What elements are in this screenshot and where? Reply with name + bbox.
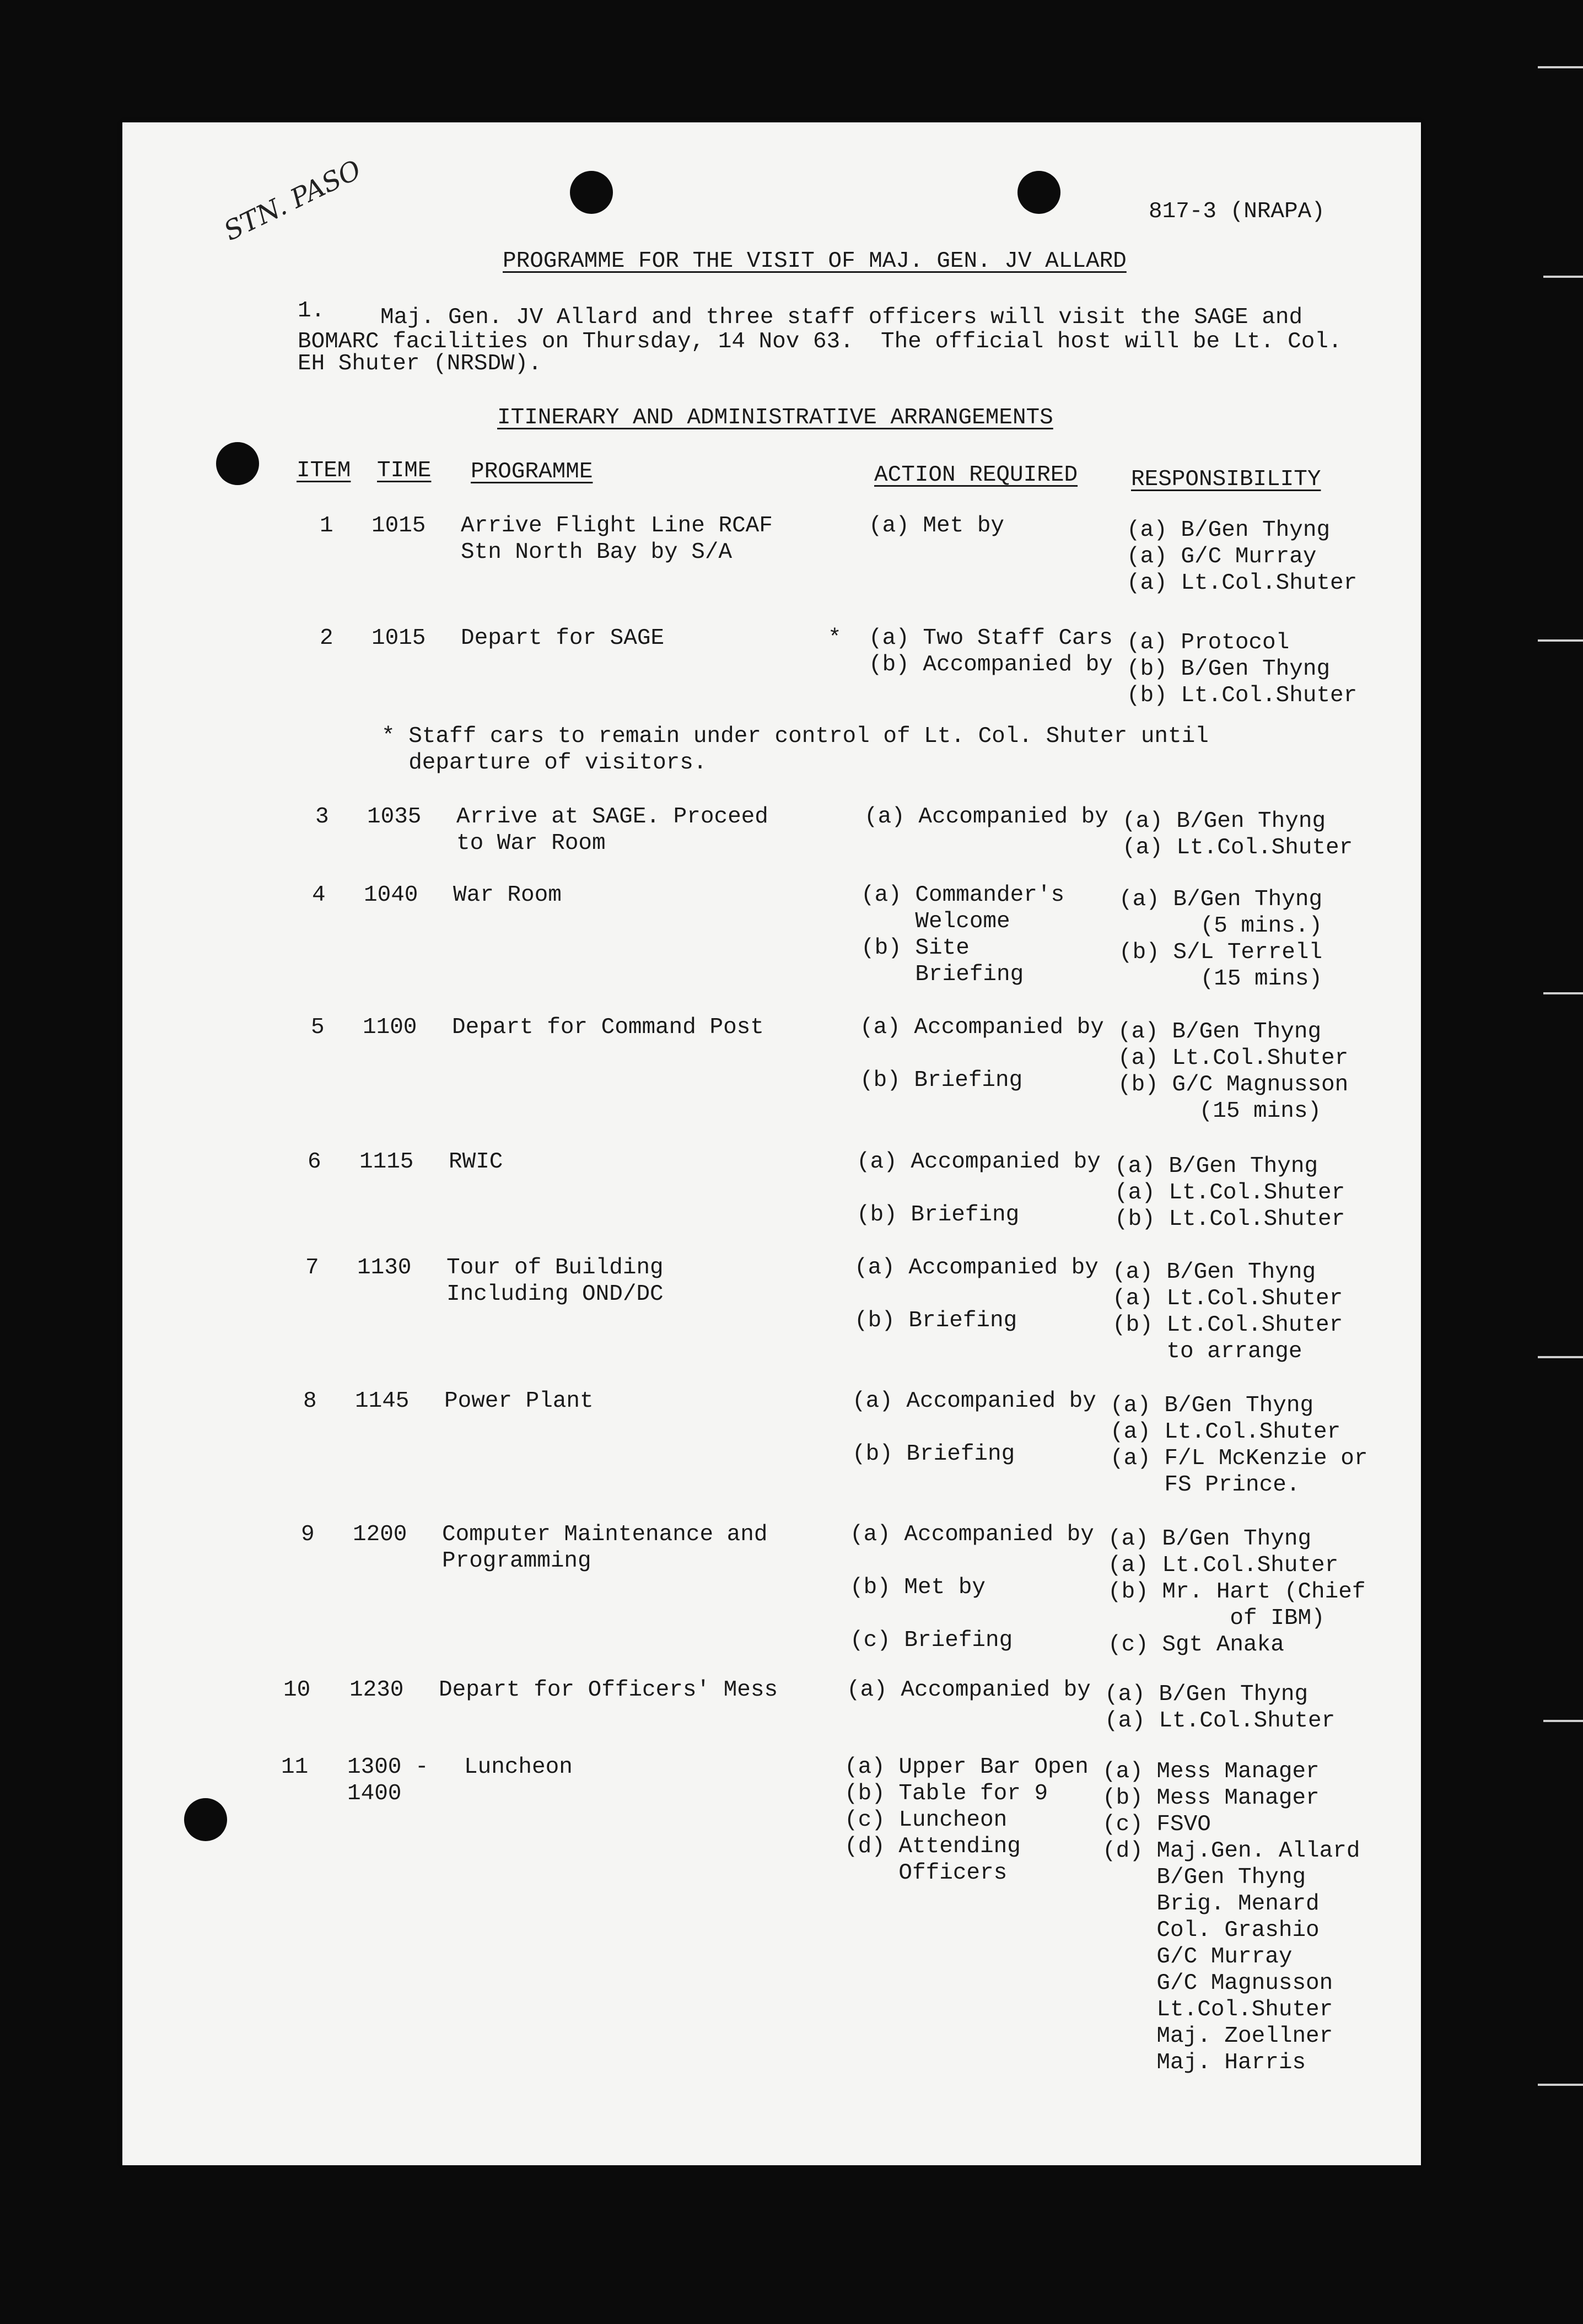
action-line: (a) Accompanied by: [854, 1255, 1099, 1281]
column-header-time: TIME: [377, 458, 432, 483]
film-edge-mark: [1538, 2084, 1583, 2086]
footnote-marker: *: [828, 626, 842, 651]
intro-line-2: BOMARC facilities on Thursday, 14 Nov 63. The official host will be Lt. Col.: [298, 329, 1342, 354]
intro-number: 1.: [298, 298, 325, 324]
responsibility-line: (a) B/Gen Thyng: [1108, 1526, 1312, 1552]
item-time: 1035: [367, 804, 422, 830]
responsibility-line: (b) B/Gen Thyng: [1127, 657, 1331, 682]
programme-line: Power Plant: [444, 1389, 594, 1414]
responsibility-line: (a) Lt.Col.Shuter: [1110, 1419, 1341, 1445]
item-time: 1200: [353, 1522, 407, 1547]
responsibility-line: (a) Lt.Col.Shuter: [1127, 571, 1358, 596]
programme-line: to War Room: [456, 831, 606, 856]
responsibility-line: (a) B/Gen Thyng: [1105, 1682, 1309, 1707]
item-time: 1145: [355, 1389, 410, 1414]
action-line: (c) Briefing: [850, 1628, 1013, 1653]
responsibility-line: G/C Magnusson: [1102, 1971, 1333, 1996]
action-line: (b) Briefing: [860, 1068, 1023, 1093]
action-line: (a) Two Staff Cars: [869, 626, 1113, 651]
responsibility-line: (a) B/Gen Thyng: [1112, 1260, 1316, 1285]
programme-line: Depart for SAGE: [461, 626, 665, 651]
item-time-end: 1400: [347, 1781, 402, 1806]
responsibility-line: (a) B/Gen Thyng: [1119, 887, 1323, 912]
responsibility-line: G/C Murray: [1102, 1944, 1293, 1970]
action-line: Briefing: [861, 962, 1024, 987]
responsibility-line: (a) Lt.Col.Shuter: [1122, 835, 1353, 860]
responsibility-line: (c) FSVO: [1102, 1812, 1211, 1837]
responsibility-line: (a) B/Gen Thyng: [1127, 518, 1331, 543]
programme-line: Computer Maintenance and: [442, 1522, 768, 1547]
responsibility-line: (a) Protocol: [1127, 630, 1290, 655]
item-time: 1230: [349, 1677, 404, 1703]
responsibility-line: Brig. Menard: [1102, 1891, 1320, 1917]
item-number: 1: [320, 513, 333, 539]
item-number: 9: [301, 1522, 315, 1547]
section-subtitle: ITINERARY AND ADMINISTRATIVE ARRANGEMENTS: [497, 405, 1053, 431]
column-header-programme: PROGRAMME: [471, 459, 593, 485]
responsibility-line: (a) F/L McKenzie or: [1110, 1446, 1368, 1471]
file-reference: 817-3 (NRAPA): [1149, 199, 1325, 224]
action-line: (d) Attending: [844, 1834, 1021, 1859]
programme-line: Arrive at SAGE. Proceed: [456, 804, 768, 830]
programme-line: Luncheon: [464, 1755, 573, 1780]
action-line: (a) Accompanied by: [860, 1015, 1104, 1040]
film-edge-mark: [1543, 1720, 1583, 1722]
action-line: (b) Briefing: [852, 1441, 1015, 1467]
action-line: (b) Accompanied by: [869, 652, 1113, 677]
responsibility-line: (b) S/L Terrell: [1119, 940, 1323, 965]
programme-line: Arrive Flight Line RCAF: [461, 513, 773, 539]
item-number: 5: [311, 1015, 325, 1040]
responsibility-line: (a) Lt.Col.Shuter: [1112, 1286, 1343, 1311]
responsibility-line: (15 mins): [1118, 1099, 1322, 1124]
column-header-item: ITEM: [297, 458, 351, 483]
action-line: (b) Table for 9: [844, 1781, 1048, 1806]
responsibility-line: (a) G/C Murray: [1127, 544, 1317, 569]
action-line: (a) Accompanied by: [852, 1389, 1096, 1414]
responsibility-line: (a) Mess Manager: [1102, 1759, 1320, 1784]
responsibility-line: Maj. Zoellner: [1102, 2024, 1333, 2049]
responsibility-line: of IBM): [1108, 1606, 1325, 1631]
responsibility-line: (b) Mr. Hart (Chief: [1108, 1579, 1366, 1605]
item-time: 1015: [371, 626, 426, 651]
item-number: 11: [281, 1755, 309, 1780]
action-line: (b) Site: [861, 935, 970, 961]
item-time: 1015: [371, 513, 426, 539]
item-number: 6: [308, 1149, 321, 1175]
item-number: 10: [283, 1677, 311, 1703]
punch-hole-top-left: [570, 171, 613, 214]
programme-line: Stn North Bay by S/A: [461, 540, 733, 565]
responsibility-line: (5 mins.): [1119, 913, 1323, 939]
responsibility-line: (a) Lt.Col.Shuter: [1105, 1708, 1336, 1734]
responsibility-line: (a) Lt.Col.Shuter: [1108, 1553, 1339, 1578]
responsibility-line: (15 mins): [1119, 966, 1323, 992]
responsibility-line: (a) B/Gen Thyng: [1122, 809, 1326, 834]
column-header-action: ACTION REQUIRED: [874, 462, 1078, 488]
responsibility-line: (a) B/Gen Thyng: [1114, 1154, 1318, 1179]
document-title: PROGRAMME FOR THE VISIT OF MAJ. GEN. JV ALLARD: [503, 249, 1127, 274]
action-line: (a) Accompanied by: [857, 1149, 1101, 1175]
film-edge-mark: [1538, 1356, 1583, 1358]
intro-line-1: Maj. Gen. JV Allard and three staff officers will visit the SAGE and: [380, 305, 1303, 330]
intro-line-3: EH Shuter (NRSDW).: [298, 351, 542, 376]
action-line: (a) Upper Bar Open: [844, 1755, 1089, 1780]
responsibility-line: Maj. Harris: [1102, 2050, 1306, 2075]
responsibility-line: to arrange: [1112, 1339, 1302, 1364]
action-line: (a) Accompanied by: [850, 1522, 1094, 1547]
column-header-responsibility: RESPONSIBILITY: [1131, 467, 1321, 492]
responsibility-line: (c) Sgt Anaka: [1108, 1632, 1284, 1658]
responsibility-line: (b) Lt.Col.Shuter: [1112, 1312, 1343, 1338]
programme-line: Depart for Command Post: [452, 1015, 764, 1040]
punch-hole-left-lower: [184, 1798, 227, 1841]
responsibility-line: (b) Lt.Col.Shuter: [1114, 1207, 1345, 1232]
action-line: (a) Commander's: [861, 883, 1065, 908]
responsibility-line: Col. Grashio: [1102, 1918, 1320, 1943]
handwritten-note: STN. PASO: [219, 154, 366, 247]
responsibility-line: (b) G/C Magnusson: [1118, 1072, 1349, 1098]
responsibility-line: Lt.Col.Shuter: [1102, 1997, 1333, 2022]
responsibility-line: (a) Lt.Col.Shuter: [1114, 1180, 1345, 1206]
item-time: 1040: [364, 883, 418, 908]
footnote-line: departure of visitors.: [381, 750, 707, 776]
responsibility-line: (a) B/Gen Thyng: [1110, 1393, 1314, 1418]
responsibility-line: (a) B/Gen Thyng: [1118, 1019, 1322, 1045]
responsibility-line: (a) Lt.Col.Shuter: [1118, 1046, 1349, 1071]
item-number: 4: [312, 883, 326, 908]
responsibility-line: (b) Lt.Col.Shuter: [1127, 683, 1358, 708]
punch-hole-top-right: [1017, 171, 1060, 214]
programme-line: RWIC: [449, 1149, 503, 1175]
document-page: [122, 122, 1421, 2165]
film-edge-mark: [1538, 639, 1583, 642]
action-line: Officers: [844, 1860, 1008, 1886]
film-edge-mark: [1543, 992, 1583, 994]
item-time: 1115: [359, 1149, 414, 1175]
responsibility-line: B/Gen Thyng: [1102, 1865, 1306, 1890]
programme-line: Tour of Building: [446, 1255, 664, 1281]
film-edge-mark: [1538, 66, 1583, 68]
action-line: (b) Briefing: [854, 1308, 1017, 1333]
programme-line: Including OND/DC: [446, 1282, 664, 1307]
action-line: (a) Accompanied by: [847, 1677, 1091, 1703]
item-number: 7: [305, 1255, 319, 1281]
responsibility-line: (d) Maj.Gen. Allard: [1102, 1838, 1360, 1864]
action-line: (c) Luncheon: [844, 1807, 1008, 1833]
item-number: 8: [303, 1389, 317, 1414]
action-line: (a) Accompanied by: [864, 804, 1108, 830]
item-time: 1130: [357, 1255, 412, 1281]
footnote-line: * Staff cars to remain under control of Lt. Col. Shuter until: [381, 724, 1209, 749]
item-time: 1300 -: [347, 1755, 429, 1780]
action-line: Welcome: [861, 909, 1010, 934]
programme-line: War Room: [453, 883, 562, 908]
item-number: 3: [315, 804, 329, 830]
punch-hole-left-upper: [216, 442, 259, 485]
action-line: (b) Met by: [850, 1575, 986, 1600]
item-time: 1100: [363, 1015, 417, 1040]
action-line: (b) Briefing: [857, 1202, 1020, 1228]
item-number: 2: [320, 626, 333, 651]
programme-line: Depart for Officers' Mess: [439, 1677, 778, 1703]
programme-line: Programming: [442, 1548, 591, 1574]
film-edge-mark: [1543, 276, 1583, 278]
responsibility-line: FS Prince.: [1110, 1472, 1300, 1498]
responsibility-line: (b) Mess Manager: [1102, 1785, 1320, 1811]
action-line: (a) Met by: [869, 513, 1005, 539]
